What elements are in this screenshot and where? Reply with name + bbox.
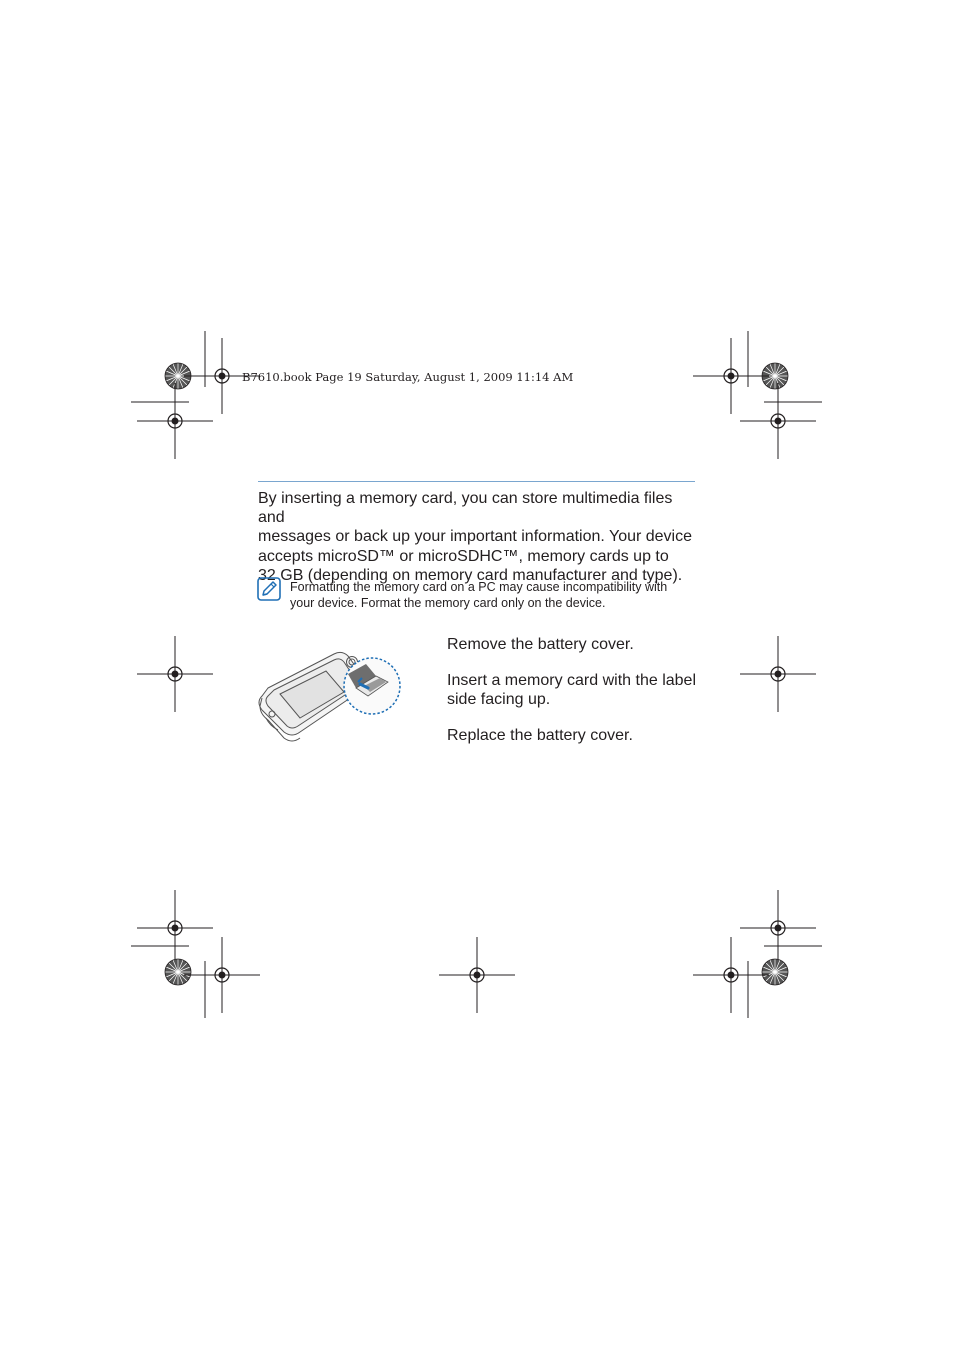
step-1-line: Remove the battery cover. — [447, 636, 634, 653]
step-2-line: Insert a memory card with the label — [447, 672, 696, 689]
phone-memory-card-insertion-icon — [256, 648, 406, 748]
note-text — [290, 579, 710, 611]
intro-line: 32 GB (depending on memory card manufacturer and type). — [258, 566, 683, 584]
note-pencil-icon — [257, 577, 281, 601]
step-1 — [447, 635, 707, 654]
print-slug-header: B7610.book Page 19 Saturday, August 1, 2009 11:14 AM — [242, 370, 574, 384]
step-3-line: Replace the battery cover. — [447, 727, 633, 744]
intro-line: messages or back up your important information. Your device — [258, 528, 693, 546]
step-3 — [447, 726, 707, 745]
intro-line: accepts microSD™ or microSDHC™, memory cards up to — [258, 547, 669, 565]
step-2-line: side facing up. — [447, 691, 551, 709]
note-line: Formatting the memory card on a PC may cause incompatibility with — [290, 580, 668, 594]
note-line: your device. Format the memory card only on the device. — [290, 596, 606, 610]
intro-paragraph — [258, 489, 703, 585]
section-rule — [258, 481, 695, 482]
intro-line: By inserting a memory card, you can store multimedia files and — [258, 490, 673, 527]
step-2 — [447, 671, 707, 709]
